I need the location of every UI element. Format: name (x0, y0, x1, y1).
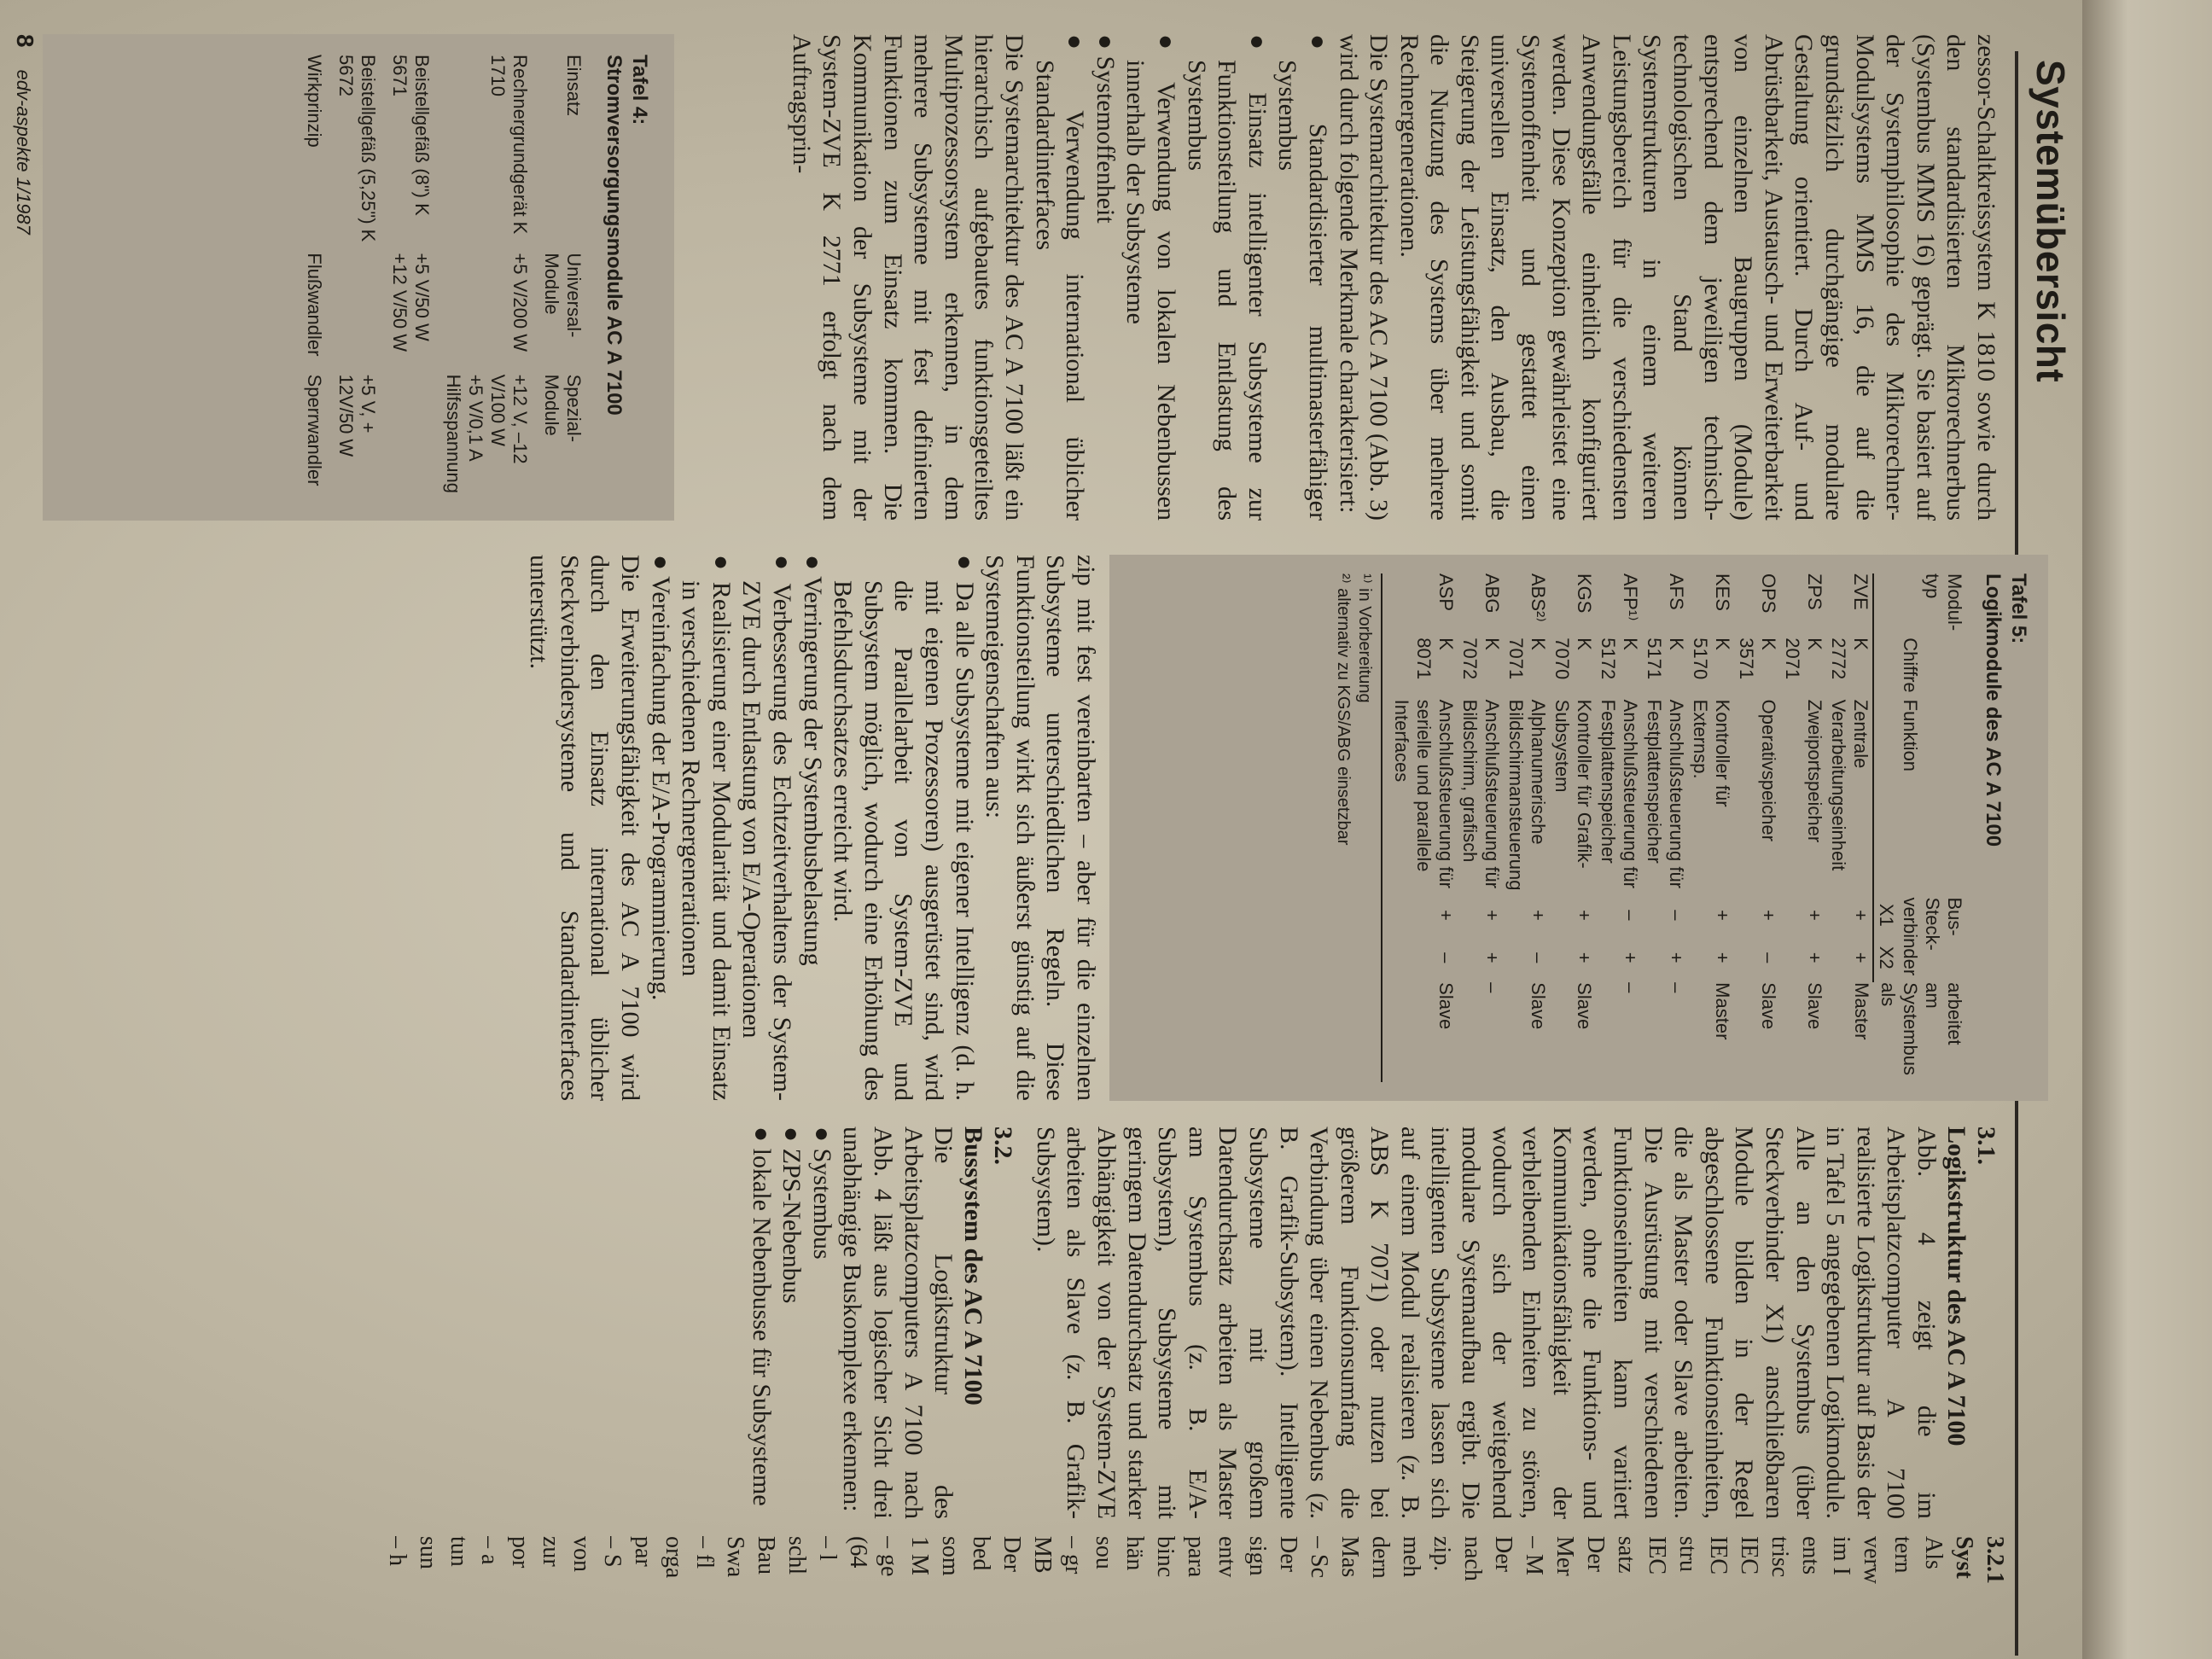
table-cell-funktion: Zweiportspeicher (1804, 699, 1825, 843)
facing-page-fragment: bed (968, 1536, 994, 1571)
table-row (1780, 573, 1826, 1082)
page-title: Systemübersicht (2029, 60, 2073, 383)
bullet-item: ● Da alle Subsysteme mit eigener Intelligenz (d. h. mit eigenen Prozessoren) ausgerüstet sind, wird die Parallelarbeit von System-ZVE und Subsystem möglich, wodurch eine Erhöhung des Befehlsdurchsatzes erreicht wird. (829, 555, 979, 1101)
page-footer (11, 34, 38, 235)
table-cell: Sperrwandler (304, 374, 325, 486)
table-cell-funktion: Operativspeicher (1758, 699, 1779, 841)
table-cell-als: Slave (1574, 982, 1595, 1030)
facing-page-fragment: IEC (1644, 1536, 1670, 1575)
facing-page-fragment: ents (1797, 1536, 1824, 1575)
facing-page-fragment: sun (415, 1536, 441, 1569)
table-row (1826, 573, 1873, 1082)
facing-page-fragment: tun (445, 1536, 472, 1567)
table-cell-x1: + (1435, 909, 1457, 921)
table-cell: Rechnergrundgerät K 1710 (487, 55, 531, 235)
table-cell-typ: OPS (1758, 573, 1779, 614)
facing-page-fragment: hän (1121, 1536, 1148, 1571)
table-cell-chiffre: K 5170 (1690, 637, 1733, 680)
bullet-item: ● lokale Nebenbusse für Subsysteme (747, 1126, 776, 1506)
table-cell: Wirkprinzip (304, 55, 325, 148)
col3-bullet-list (746, 1126, 837, 1519)
table-cell: +5 V, + 12V/50 W (335, 374, 379, 457)
section-3-1-text: Abb. 4 zeigt die im Arbeitsplatzcomputer A 7100 realisierte Logikstruktur auf Basis der in Tafel 5 angegebenen Logikmodule. Alle an den Systembus (über Steckverbinder X1) anschließbaren Module bilden in der Regel abgeschlossene Funktionseinheiten, die als Master oder Slave arbeiten. Die Ausrüstung mit verschiedenen Funktionseinheiten kann variiert werden, ohne die Funktions- und Kommunikationsfähigkeit der verbleibenden Einheiten zu stören, wodurch sich der weitgehend modulare Systemaufbau ergibt. Die intelligenten Subsysteme lassen sich auf einem Modul realisieren (z. B. ABS K 7071) oder nutzen bei größerem Funktionsumfang die Verbindung über einen Nebenbus (z. B. Grafik-Subsystem). Intelligente Subsysteme mit großem Datendurchsatz arbeiten als Master am Systembus (z. B. E/A-Subsystem), Subsysteme mit geringem Datendurchsatz und starker Abhängigkeit von der System-ZVE arbeiten als Slave (z. B. Grafik-Subsystem). (1031, 1126, 1941, 1519)
table-cell-als: Slave (1435, 982, 1457, 1030)
facing-page-fragment: binc (1152, 1536, 1179, 1578)
col2-bullet-list (645, 555, 980, 1101)
facing-page-fragment: Mer (1551, 1536, 1578, 1576)
bullet-item: ● Standardisierter multimasterfähiger Systembus (1273, 34, 1332, 521)
table-cell-x2: + (1574, 952, 1595, 963)
bullet-item: ● Einsatz intelligenter Subsysteme zur Funktionsteilung und Entlastung des Systembus (1182, 34, 1272, 521)
facing-page-fragment: 3.2.1 (1982, 1536, 2008, 1584)
tafel4-label: Tafel 4: (628, 55, 651, 125)
facing-page-fragment: Mas (1336, 1536, 1363, 1578)
table-row (1596, 573, 1642, 1082)
table-cell: +5 V/50 W +12 V/50 W (389, 253, 433, 352)
facing-page-fragment: – gr (1060, 1536, 1086, 1575)
table-cell: Beistellgefäß (5,25") K 5672 (335, 55, 379, 242)
facing-page-fragment: (64 (845, 1536, 871, 1569)
tafel5-label: Tafel 5: (2007, 573, 2030, 644)
facing-page-fragment: von (568, 1536, 595, 1572)
facing-page-fragment: dern (1367, 1536, 1394, 1579)
table-cell-funktion: Anschlußsteuerung für Festplattenspeicher (1598, 699, 1641, 888)
facing-page-fragment: para (1183, 1536, 1209, 1578)
bullet-item: ● Verwendung von lokalen Nebenbussen innerhalb der Subsysteme (1121, 34, 1180, 521)
table-cell-typ: KGS (1574, 573, 1595, 614)
table-cell-chiffre: K 2772 (1828, 637, 1871, 680)
table-row (441, 55, 539, 500)
facing-page-fragment: som (937, 1536, 963, 1576)
section-3-1-title: Logikstruktur des AC A 7100 (1942, 1126, 1970, 1447)
facing-page-fragment: orga (661, 1536, 687, 1579)
facing-page-fragment: entv (1214, 1536, 1240, 1578)
facing-page-fragment: Der (1582, 1536, 1609, 1572)
table-row (1389, 573, 1458, 1082)
table-cell-x1: + (1528, 909, 1549, 921)
tafel5-header-chiffre: Chiffre (1900, 637, 1921, 693)
table-cell-typ: ASP (1435, 573, 1457, 612)
table-row (1504, 573, 1550, 1082)
table-row (387, 55, 441, 500)
facing-page-fragment: 1 M (906, 1536, 933, 1575)
column-1 (786, 34, 2001, 521)
table-cell (387, 375, 441, 500)
table-cell-typ: ZPS (1804, 573, 1825, 610)
table-cell-als: – (1620, 982, 1641, 993)
facing-page-fragment: nach (1459, 1536, 1486, 1581)
bullet-item: ● Verbesserung des Echtzeitverhaltens der System-ZVE durch Entlastung von E/A-Operationen (737, 555, 797, 1101)
tafel4-title: Stromversorgungsmodule AC A 7100 (602, 55, 626, 416)
table-cell-funktion: Anschlußsteuerung für serielle und parallele Interfaces (1391, 699, 1457, 888)
facing-page-fragment: Der (1275, 1536, 1301, 1572)
facing-page-fragment: meh (1398, 1536, 1424, 1578)
table-cell-chiffre: K 8071 (1413, 637, 1457, 680)
facing-page-fragment: Als (1920, 1536, 1947, 1569)
facing-page-fragment: – S (599, 1536, 626, 1568)
facing-page-fragment: zip. (1429, 1536, 1455, 1572)
table-cell-als: Slave (1528, 982, 1549, 1030)
table-row (1688, 573, 1734, 1082)
tafel5-footnote-2: ²⁾ alternativ zu KGS/ABG einsetzbar (1334, 573, 1353, 846)
table-cell-funktion: Anschlußsteuerung für Bildschirm, grafisch (1459, 699, 1503, 888)
col2-closing: Die Erweiterungsfähigkeit des AC A 7100 wird durch den Einsatz international üblicher Steckverbindersysteme und Standardinterfaces unterstützt. (525, 555, 645, 1101)
table-cell-x2: – (1758, 952, 1779, 963)
table-row (1458, 573, 1504, 1082)
table-tafel-5 (1109, 555, 2048, 1101)
section-3-2-text: Die Logikstruktur des Arbeitsplatzcomputers A 7100 nach Abb. 4 läßt aus logischer Sicht drei unabhängige Buskomplexe erkennen: (838, 1126, 958, 1519)
column-2 (524, 555, 1101, 1101)
table-cell-x1: + (1481, 909, 1503, 921)
table-row (1734, 573, 1780, 1082)
table-cell-funktion: Zentrale Verarbeitungseinheit (1828, 699, 1871, 871)
table-cell-x2: + (1620, 952, 1641, 963)
table-cell-funktion: Kontroller für Externsp. (1690, 699, 1733, 807)
bullet-item: ● Vereinfachung der E/A-Programmierung. (646, 555, 675, 1001)
facing-page-fragment: – a (476, 1536, 503, 1565)
bullet-item: ● Realisierung einer Modularität und damit Einsatz in verschiedenen Rechnergenerationen (677, 555, 736, 1101)
facing-page-fragment: sign (1244, 1536, 1271, 1576)
table-cell-funktion: Anschlußsteuerung für Festplattenspeicher (1644, 699, 1687, 888)
table-cell-als: Master (1712, 982, 1733, 1040)
table-cell-als: Slave (1804, 982, 1825, 1030)
table-cell-funktion: Alphanumerische Bildschirmansteuerung (1505, 699, 1549, 891)
facing-page-fragment: por (507, 1536, 533, 1569)
col1-closing: Die Systemarchitektur des AC A 7100 läßt ein hierarchisch aufgebautes funktionsgeteiltes Multiprozessorsystem erkennen, in dem mehrere Subsysteme mit fest definierten Funktionen zum Einsatz kommen. Die Kommunikation der Subsysteme mit der System-ZVE K 2771 erfolgt nach dem Auftragsprin- (787, 34, 1028, 521)
facing-page-fragment: Der (1490, 1536, 1516, 1572)
facing-page-fragment: trisc (1767, 1536, 1793, 1578)
facing-page-fragment: par (630, 1536, 656, 1567)
section-3-2-number: 3.2. (989, 1126, 1018, 1165)
bullet-item: ● Systemoffenheit (1091, 34, 1120, 224)
table-cell-typ: AFS (1666, 573, 1687, 610)
page-number: 8 (12, 34, 38, 48)
table-cell-chiffre: K 7070 (1551, 637, 1595, 680)
table-cell-x2: – (1435, 952, 1457, 963)
table-cell-x1: + (1850, 909, 1871, 921)
table-row (334, 55, 387, 500)
table-cell-x1: – (1620, 910, 1641, 921)
tafel5-header-bus-stecker: Bus-Steck- verbinder (1900, 897, 1965, 976)
table-cell: Beistellgefäß (8") K 5671 (389, 55, 433, 216)
table-cell-chiffre: K 7071 (1505, 637, 1549, 680)
table-cell-x2: + (1804, 952, 1825, 963)
facing-page-fragment: – h (384, 1536, 410, 1566)
table-cell-als: – (1481, 982, 1503, 993)
table-row (1642, 573, 1688, 1082)
facing-page-fragment: – l (814, 1536, 841, 1561)
bullet-item: ● Verringerung der Systembusbelastung (798, 555, 827, 966)
tafel4-header-einsatz: Einsatz (563, 55, 585, 117)
book-gutter (2082, 0, 2212, 1659)
table-cell-x1: – (1666, 910, 1687, 921)
publication-name: edv-aspekte 1/1987 (13, 69, 34, 235)
bullet-item: ● Verwendung international üblicher Standardinterfaces (1030, 34, 1090, 521)
table-cell: Flußwandler (304, 253, 325, 357)
table-cell-typ: AFP¹⁾ (1620, 573, 1641, 621)
table-cell: +12 V, –12 V/100 W +5 V/0,1 A Hilfsspannung (443, 374, 531, 494)
table-cell-als: Slave (1758, 982, 1779, 1030)
facing-page-fragment: schl (783, 1536, 810, 1575)
tafel5-header-x2: X2 (1873, 940, 1898, 982)
tafel4-table (302, 55, 585, 500)
facing-page-fragment: IEC (1705, 1536, 1732, 1575)
bullet-item: ● ZPS-Nebenbus (777, 1126, 806, 1304)
facing-page-fragment: Der (998, 1536, 1025, 1572)
table-cell-x1: + (1804, 909, 1825, 921)
tafel5-header-funktion: Funktion (1900, 699, 1921, 772)
table-cell: +5 V/200 W (509, 253, 531, 352)
table-cell-x2: – (1528, 952, 1549, 963)
facing-page-fragment: stru (1674, 1536, 1701, 1572)
facing-page-fragment: Syst (1951, 1536, 1977, 1579)
table-cell-chiffre: K 2071 (1782, 637, 1825, 680)
col1-bullet-list (1029, 34, 1333, 521)
table-cell-typ: ZVE (1850, 573, 1871, 610)
tafel5-header-systembus: arbeitet am Systembus als (1877, 982, 1965, 1075)
tafel5-table (1389, 573, 1966, 1082)
facing-page-fragment: sou (1091, 1536, 1117, 1569)
table-cell-x2: + (1481, 952, 1503, 963)
facing-page-fragment: – Sc (1306, 1536, 1332, 1578)
table-cell-chiffre: K 5172 (1598, 637, 1641, 680)
facing-page-fragment: Bau (753, 1536, 779, 1575)
table-cell-chiffre: K 5171 (1644, 637, 1687, 680)
column-3 (746, 1126, 2001, 1519)
facing-page-fragment: – fl (691, 1536, 718, 1569)
table-cell-x2: + (1666, 952, 1687, 963)
section-3-2-title: Bussystem des AC A 7100 (959, 1126, 988, 1406)
bullet-item: ● Systembus (807, 1126, 836, 1260)
col1-paragraph-2: Die Systemarchitektur des AC A 7100 (Abb. 3) wird durch folgende Merkmale charakterisiert: (1334, 34, 1394, 521)
table-cell (334, 253, 387, 374)
facing-page-fragment: IEC (1736, 1536, 1762, 1575)
table-cell-x2: + (1712, 952, 1733, 963)
facing-page-fragment: zur (538, 1536, 564, 1567)
table-cell-als: Master (1851, 982, 1872, 1040)
facing-page-fragment: – M (1521, 1536, 1547, 1575)
facing-page-fragment: Swa (722, 1536, 748, 1578)
table-cell-funktion: Kontroller für Grafik-Subsystem (1551, 699, 1595, 869)
tafel5-header-x1: X1 (1873, 897, 1898, 940)
tafel5-header-modultyp: Modul- typ (1922, 573, 1965, 632)
facing-page-fragment: satz (1613, 1536, 1639, 1574)
table-cell-x2: + (1850, 952, 1871, 963)
table-cell-typ: KES (1712, 573, 1733, 612)
table-cell-x1: + (1758, 909, 1779, 921)
table-row (1550, 573, 1596, 1082)
facing-page-fragments (381, 1536, 2010, 1659)
table-tafel-4 (43, 34, 674, 521)
tafel4-header-universal: Universal-Module (541, 253, 585, 338)
table-cell-chiffre: K 3571 (1736, 637, 1779, 680)
facing-page-fragment: im I (1828, 1536, 1854, 1575)
table-row (302, 55, 334, 500)
facing-page-fragment: – ge (876, 1536, 902, 1577)
tafel5-title: Logikmodule des AC A 7100 (1982, 573, 2005, 847)
table-cell-x1: + (1712, 909, 1733, 921)
tafel4-header-spezial: Spezial-Module (541, 374, 585, 443)
facing-page-fragment: tern (1889, 1536, 1916, 1574)
table-cell-als: – (1666, 982, 1687, 993)
table-cell-chiffre: K 7072 (1459, 637, 1503, 680)
table-cell-typ: ABG (1481, 573, 1503, 614)
table-cell-typ: ABS²⁾ (1528, 573, 1549, 622)
col2-paragraph-1: zip mit fest vereinbarten – aber für die einzelnen Subsysteme unterschiedlichen Regeln. Diese Funktionsteilung wirkt sich äußerst günstig auf die Systemeigenschaften aus: (981, 555, 1100, 1101)
section-3-1-number: 3.1. (1972, 1126, 2000, 1165)
facing-page-fragment: verw (1859, 1536, 1885, 1584)
table-cell-x1: + (1574, 909, 1595, 921)
col1-paragraph-1: zessor-Schaltkreissystem K 1810 sowie durch den standardisierten Mikrorechnerbus (Systembus MMS 16) geprägt. Sie basiert auf der Systemphilosophie des Mikrorechner-Modulsystems MMS 16, die auf die grundsätzlich durchgängige modulare Gestaltung orientiert. Durch Auf- und Abrüstbarkeit, Austausch- und Erweiterbarkeit von einzelnen Baugruppen (Module) entsprechend dem jeweiligen technisch-technologischen Stand können Systemstrukturen in einem weiteren Leistungsbereich für die verschiedensten Anwendungsfälle einheitlich konfiguriert werden. Diese Konzeption gewährleistet eine Systemoffenheit und gestattet einen universellen Einsatz, den Ausbau, die Steigerung der Leistungsfähigkeit und somit die Nutzung des Systems über mehrere Rechnergenerationen. (1394, 34, 2000, 521)
facing-page-fragment: MB (1029, 1536, 1056, 1574)
tafel5-footnote-1: ¹⁾ in Vorbereitung (1355, 573, 1374, 703)
